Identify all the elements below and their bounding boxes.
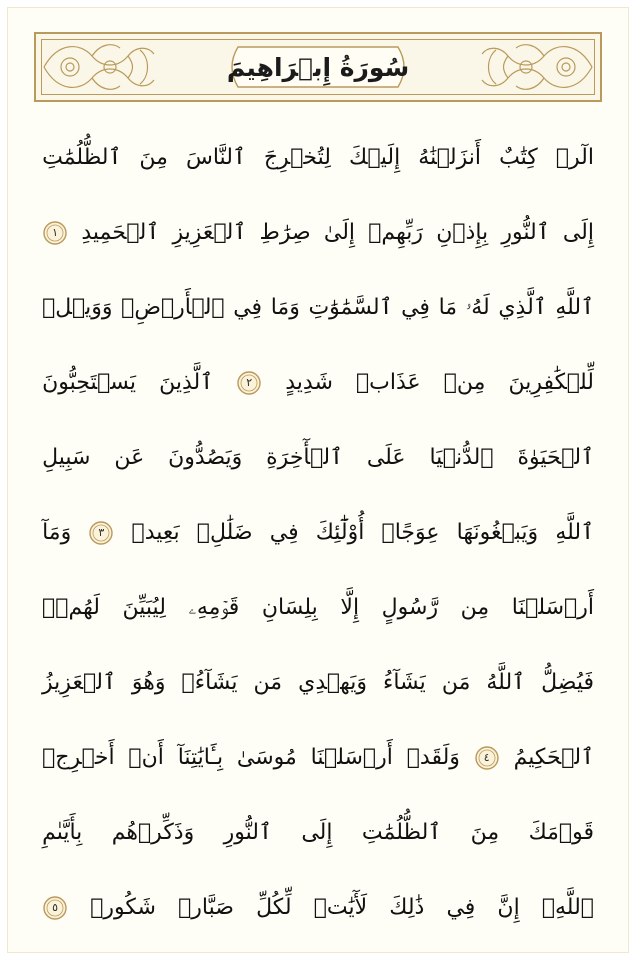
quran-word: ٱلَّذِينَ	[159, 370, 214, 395]
quran-word: قَوۡمَكَ	[528, 820, 594, 845]
mushaf-page	[8, 8, 628, 952]
verse-end-marker	[474, 745, 500, 771]
quran-word: أَرۡسَلۡنَا	[310, 745, 393, 770]
quran-word: عَن	[114, 445, 145, 470]
text-line	[42, 270, 594, 345]
quran-word: وَمَآ	[42, 520, 72, 545]
quran-word: أَرۡسَلۡنَا	[511, 595, 594, 620]
quran-word: ٱلۡحَيَوٰةَ	[517, 445, 594, 470]
quran-word: ٱلنُّورِ	[501, 220, 550, 245]
quran-word: يَشَآءُ	[383, 670, 426, 695]
text-line	[42, 195, 594, 270]
quran-word: ٱلۡأَرۡضِۗ	[121, 295, 225, 320]
quran-word: ٱلنُّورِ	[223, 820, 272, 845]
quran-word: مَا	[438, 295, 458, 320]
quran-word: وَوَيۡلٞ	[42, 295, 113, 320]
quran-word: مِنَ	[139, 145, 168, 170]
surah-header-frame	[34, 32, 602, 102]
quran-word: ٱللَّهِ	[555, 295, 594, 320]
text-line	[42, 420, 594, 495]
text-line	[42, 870, 594, 945]
quran-word: ضَلَٰلِۭ	[196, 520, 253, 545]
verse-end-marker	[42, 895, 68, 921]
text-line	[42, 645, 594, 720]
quran-word: أَخۡرِجۡ	[42, 745, 115, 770]
quran-text-block	[42, 120, 594, 945]
quran-word: ٱلۡحَمِيدِ	[81, 220, 160, 245]
quran-word: الٓرۚ	[555, 145, 594, 170]
surah-title-cartouche	[224, 43, 412, 91]
quran-word: فَيُضِلُّ	[541, 670, 594, 695]
quran-word: يَشَآءُۚ	[181, 670, 238, 695]
quran-word: مِنَ	[470, 820, 500, 845]
quran-word: قَوۡمِهِۦ	[188, 595, 240, 620]
quran-word: ٱلۡحَكِيمُ	[513, 745, 594, 770]
quran-word: أُوْلَٰٓئِكَ	[315, 520, 365, 545]
quran-word: فِي	[269, 520, 299, 545]
quran-word: وَيَصُدُّونَ	[168, 445, 243, 470]
quran-word: إِلَىٰ	[323, 220, 356, 245]
quran-word: ٱلۡعَزِيزِ	[172, 220, 247, 245]
quran-word: كِتَٰبٌ	[499, 145, 538, 170]
quran-word: صَبَّارٖ	[178, 895, 234, 920]
quran-word: أَنۡ	[128, 745, 164, 770]
quran-word: بِـَٔايَٰتِنَآ	[177, 745, 224, 770]
quran-word: فِي	[401, 295, 430, 320]
text-line	[42, 570, 594, 645]
quran-word: وَلَقَدۡ	[406, 745, 460, 770]
quran-word: إِلَى	[301, 820, 333, 845]
quran-word: مَن	[253, 670, 283, 695]
quran-word: وَيَهۡدِي	[298, 670, 367, 695]
quran-word: ٱلَّذِي	[498, 295, 547, 320]
verse-end-marker	[42, 220, 68, 246]
quran-word: بِلِسَانِ	[261, 595, 318, 620]
quran-word: لِّلۡكَٰفِرِينَ	[508, 370, 594, 395]
verse-number: ٥	[52, 901, 59, 914]
quran-word: ٱلۡعَزِيزُ	[42, 670, 116, 695]
text-line	[42, 345, 594, 420]
verse-end-marker	[88, 520, 114, 546]
quran-word: مِنۡ	[443, 370, 486, 395]
quran-word: ٱلسَّمَٰوَٰتِ	[308, 295, 393, 320]
quran-word: لَهُمۡۖ	[42, 595, 100, 620]
verse-number: ٤	[483, 751, 490, 764]
quran-word: لَأٓيَٰتٖ	[313, 895, 368, 920]
quran-word: وَذَكِّرۡهُم	[111, 820, 195, 845]
quran-word: وَمَا	[270, 295, 300, 320]
quran-word: لِتُخۡرِجَ	[263, 145, 331, 170]
quran-word: صِرَٰطِ	[259, 220, 311, 245]
quran-word: ٱللَّهِ	[555, 520, 594, 545]
quran-word: ٱلنَّاسَ	[186, 145, 246, 170]
quran-word: ٱللَّهُ	[486, 670, 526, 695]
arabesque-ornament-left	[40, 38, 158, 96]
quran-word: فِي	[233, 295, 263, 320]
quran-word: ٱلۡأٓخِرَةِ	[266, 445, 343, 470]
quran-word: بِأَيَّىٰمِ	[42, 820, 83, 845]
text-line	[42, 495, 594, 570]
quran-word: ٱلظُّلُمَٰتِ	[361, 820, 442, 845]
quran-word: إِلَيۡكَ	[349, 145, 401, 170]
quran-word: ٱللَّهِۚ	[541, 895, 594, 920]
quran-word: رَبِّهِمۡ	[368, 220, 423, 245]
quran-word: شَدِيدٍ	[285, 370, 333, 395]
quran-word: رَّسُولٍ	[381, 595, 439, 620]
verse-number: ٣	[98, 526, 105, 539]
quran-word: بَعِيدٖ	[131, 520, 180, 545]
quran-word: إِلَى	[562, 220, 594, 245]
quran-word: بِإِذۡنِ	[436, 220, 489, 245]
quran-word: إِلَّا	[340, 595, 360, 620]
quran-word: أَنزَلۡنَٰهُ	[418, 145, 481, 170]
quran-word: مُوسَىٰ	[236, 745, 297, 770]
quran-word: ٱلظُّلُمَٰتِ	[42, 145, 122, 170]
quran-word: يَسۡتَحِبُّونَ	[42, 370, 137, 395]
quran-word: سَبِيلِ	[42, 445, 91, 470]
verse-number: ١	[52, 226, 59, 239]
surah-title: سُورَةُ إِبۡرَاهِيمَ	[226, 52, 410, 82]
quran-word: لِّكُلِّ	[256, 895, 292, 920]
quran-word: لَهُۥ	[465, 295, 490, 320]
verse-end-marker	[236, 370, 262, 396]
text-line	[42, 795, 594, 870]
quran-word: إِنَّ	[497, 895, 520, 920]
quran-word: ذَٰلِكَ	[389, 895, 425, 920]
text-line	[42, 120, 594, 195]
quran-word: لِيُبَيِّنَ	[122, 595, 166, 620]
quran-word: عِوَجًاۚ	[381, 520, 440, 545]
quran-word: مَن	[441, 670, 471, 695]
quran-word: عَذَابٖ	[355, 370, 421, 395]
quran-word: ٱلدُّنۡيَا	[429, 445, 494, 470]
quran-word: وَهُوَ	[131, 670, 166, 695]
verse-number: ٢	[246, 376, 253, 389]
quran-word: شَكُورٖ	[90, 895, 156, 920]
arabesque-ornament-right	[478, 38, 596, 96]
quran-word: مِن	[460, 595, 490, 620]
text-line	[42, 720, 594, 795]
quran-word: عَلَى	[366, 445, 406, 470]
quran-word: وَيَبۡغُونَهَا	[456, 520, 539, 545]
quran-word: فِي	[446, 895, 476, 920]
